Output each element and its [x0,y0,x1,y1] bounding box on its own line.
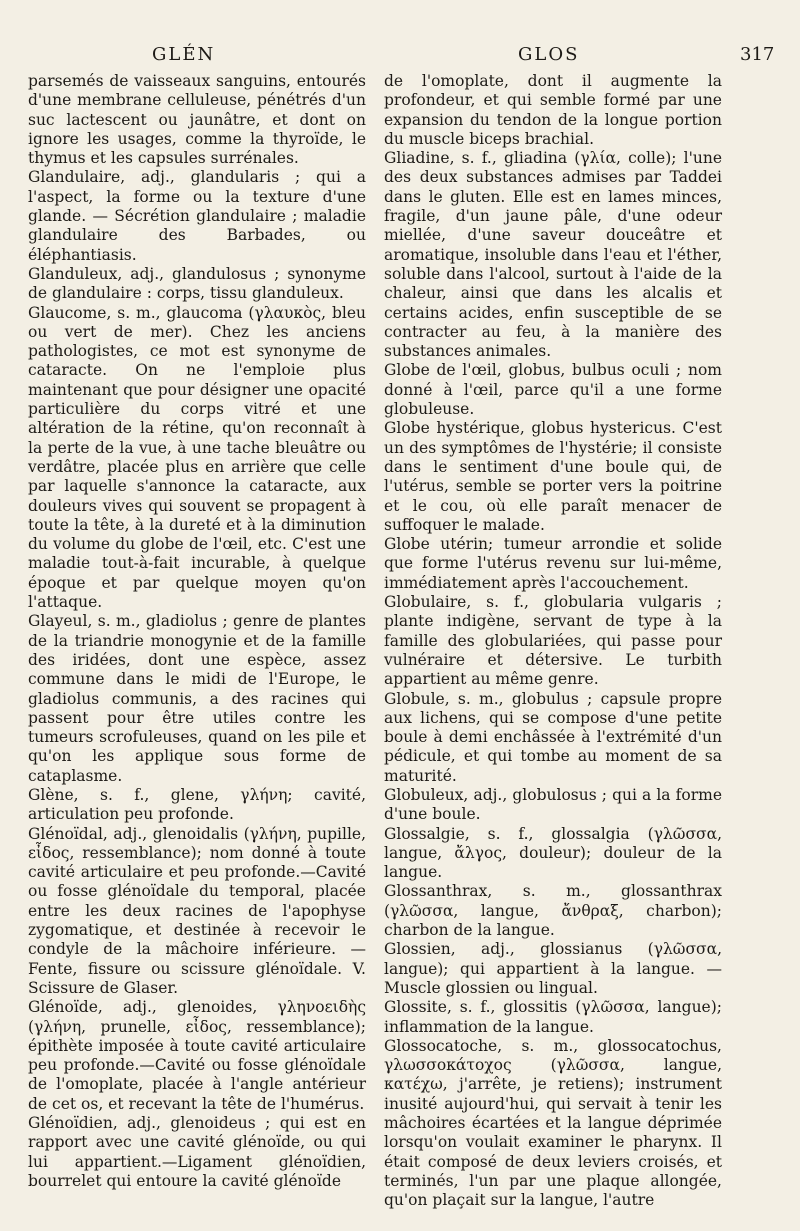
entry-glossien: Glossien, adj., glossianus (γλῶσσα, langue); qui appartient à la langue. — Muscle glossien ou lingual. [384,940,722,997]
entry-globuleux: Globuleux, adj., globulosus ; qui a la forme d'une boule. [384,785,722,824]
running-header [0,44,800,74]
left-column [28,72,366,1191]
header-left-word: GLÉN [152,44,216,65]
entry-glossite: Glossite, s. f., glossitis (γλῶσσα, langue); inflammation de la langue. [384,998,722,1036]
entry-glenoidien: Glénoïdien, adj., glenoideus ; qui est en rapport avec une cavité glénoïde, ou qui lui appartient.—Ligament glénoïdien, bourrelet qui entoure la cavité glénoïde [28,1114,366,1190]
entry-globe-uterin: Globe utérin; tumeur arrondie et solide que forme l'utérus revenu sur lui-même, immédiatement après l'accouchement. [384,535,722,592]
entry-glanduleux: Glanduleux, adj., glandulosus ; synonyme de glandulaire : corps, tissu glanduleux. [28,264,366,303]
entry-glene: Glène, s. f., glene, γλήνη; cavité, articulation peu profonde. [28,785,366,824]
header-right-word: GLOS [518,44,580,65]
entry-glenoidal: Glénoïdal, adj., glenoidalis (γλήνη, pupille, εἶδος, ressemblance); nom donné à toute cavité articulaire et peu profonde.—Cavité ou fosse glénoïdale du temporal, placée entre les deux racines de l'apophyse zygomatique, et destinée à recevoir le condyle de la mâchoire inférieure. — Fente, fissure ou scissure glénoïdale. V. Scissure de Glaser. [28,824,366,997]
entry-glaucome: Glaucome, s. m., glaucoma (γλαυκὸς, bleu ou vert de mer). Chez les anciens pathologistes, ce mot est synonyme de cataracte. On ne l'emploie plus maintenant que pour désigner une opacité particulière du corps vitré et une altération de la rétine, qu'on reconnaît à la perte de la vue, à une tache bleuâtre ou verdâtre, placée plus en arrière que celle par laquelle s'annonce la cataracte, aux douleurs vives qui souvent se propagent à toute la tête, à la dureté et à la diminution du volume du globe de l'œil, etc. C'est une maladie tout-à-fait incurable, à quelque époque et par quelque moyen qu'on l'attaque. [28,303,366,612]
entry-globe-oeil: Globe de l'œil, globus, bulbus oculi ; nom donné à l'œil, parce qu'il a une forme globuleuse. [384,361,722,419]
entry-gliadine: Gliadine, s. f., gliadina (γλία, colle); l'une des deux substances admises par Taddei dans le gluten. Elle est en lames minces, fragile, d'un jaune pâle, d'une odeur miellée, d'une saveur douceâtre et aromatique, insoluble dans l'eau et l'éther, soluble dans l'alcool, surtout à l'aide de la chaleur, ainsi que dans les alcalis et certains acides, enfin susceptible de se contracter au feu, à la manière des substances animales. [384,149,722,361]
entry-glenoidien-continued: de l'omoplate, dont il augmente la profondeur, et qui semble formé par une expansion du tendon de la longue portion du muscle biceps brachial. [384,72,722,148]
entry-glenoide: Glénoïde, adj., glenoides, γληνοειδὴς (γλήνη, prunelle, εἶδος, ressemblance); épithète imposée à toute cavité articulaire peu profonde.—Cavité ou fosse glénoïdale de l'omoplate, placée à l'angle antérieur de cet os, et recevant la tête de l'humérus. [28,998,366,1113]
entry-glandulaire: Glandulaire, adj., glandularis ; qui a l'aspect, la forme ou la texture d'une glande. — Sécrétion glandulaire ; maladie glandulaire des Barbades, ou éléphantiasis. [28,168,366,264]
entry-glossanthrax: Glossanthrax, s. m., glossanthrax (γλῶσσα, langue, ἄνθραξ, charbon); charbon de la langue. [384,882,722,940]
entry-glande-continued: parsemés de vaisseaux sanguins, entourés d'une membrane celluleuse, pénétrés d'un suc lactescent ou jaunâtre, et dont on ignore les usages, comme la thyroïde, le thymus et les capsules surrénales. [28,72,366,168]
entry-glayeul: Glayeul, s. m., gladiolus ; genre de plantes de la triandrie monogynie et de la famille des iridées, dont une espèce, assez commune dans le midi de l'Europe, le gladiolus communis, a des racines qui passent pour être utiles contre les tumeurs scrofuleuses, quand on les pile et qu'on les applique sous forme de cataplasme. [28,612,366,785]
entry-globulaire: Globulaire, s. f., globularia vulgaris ; plante indigène, servant de type à la famille des globulariées, qui passe pour vulnéraire et détersive. Le turbith appartient au même genre. [384,593,722,689]
page-number: 317 [740,44,775,65]
entry-globe-hysterique: Globe hystérique, globus hystericus. C'est un des symptômes de l'hystérie; il consiste dans le sentiment d'une boule qui, de l'utérus, semble se porter vers la poitrine et le cou, où elle paraît menacer de suffoquer le malade. [384,419,722,534]
entry-globule: Globule, s. m., globulus ; capsule propre aux lichens, qui se compose d'une petite boule à demi enchâssée à l'extrémité d'un pédicule, et qui tombe au moment de sa maturité. [384,689,722,785]
entry-glossalgie: Glossalgie, s. f., glossalgia (γλῶσσα, langue, ἄλγος, douleur); douleur de la langue. [384,824,722,882]
entry-glossocatoche: Glossocatoche, s. m., glossocatochus, γλωσσοκάτοχος (γλῶσσα, langue, κατέχω, j'arrête, je retiens); instrument inusité aujourd'hui, qui servait à tenir les mâchoires écartées et la langue déprimée lorsqu'on voulait examiner le pharynx. Il était composé de deux leviers croisés, et terminés, l'un par une plaque allongée, qu'on plaçait sur la langue, l'autre [384,1036,722,1210]
right-column [384,72,722,1211]
